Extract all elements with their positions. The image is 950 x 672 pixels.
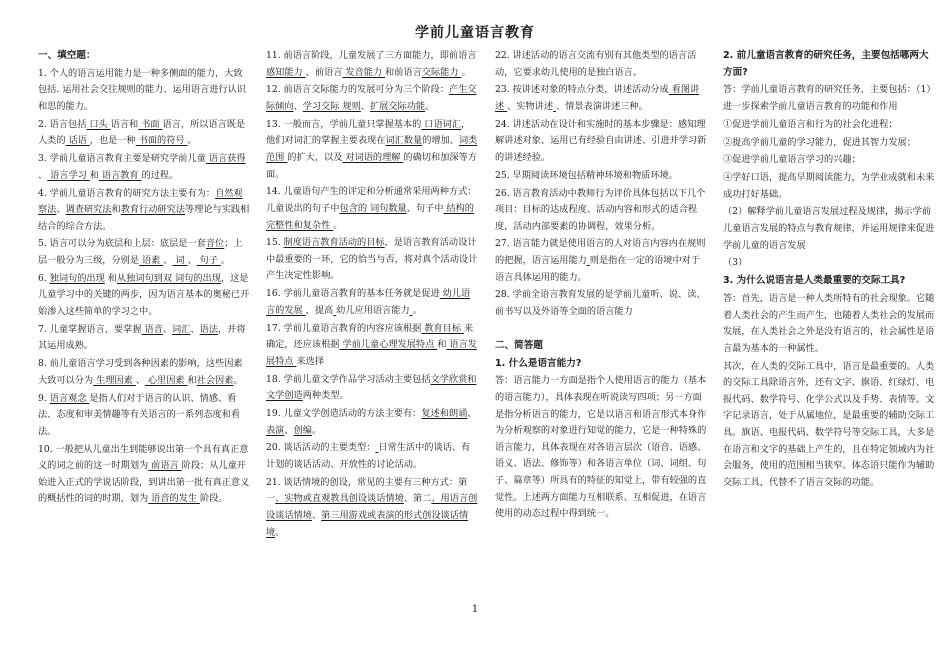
text-run: 是指人们对于语言的认识、情感、看法、态度和审美情趣等有关语言的一系列态度和看法。	[38, 392, 241, 437]
text-run: 14. 儿童语句产生的评定和分析通常采用两种方式：儿童说出的句子中	[266, 186, 477, 214]
paragraph	[495, 117, 707, 167]
underlined-answer: 语素	[139, 255, 164, 267]
text-run: ④学好口语，提高早期阅读能力，为学业成就和未来成功打好基础。	[723, 172, 935, 200]
underlined-answer: 语言获得	[205, 153, 246, 165]
paragraph	[723, 291, 935, 357]
text-run: 、实物讲述	[507, 100, 554, 112]
underlined-answer: 、实物或直观教具创设谈话情境	[275, 493, 404, 505]
paragraph	[38, 322, 250, 355]
text-run: 8. 前儿童语言学习受到各种因素的影响，这些因素大致可以分为	[38, 358, 243, 386]
text-run: 21. 谈话情境的创设，常见的主要有三种方式：第一	[266, 476, 468, 505]
underlined-answer: 产生交际倾向	[266, 84, 477, 112]
paragraph	[723, 82, 935, 115]
text-run: 来选择	[296, 355, 325, 367]
paragraph	[266, 48, 478, 81]
underlined-answer: 口头	[86, 118, 111, 130]
text-run: 语言和	[110, 118, 139, 130]
text-run: 和前语言	[385, 66, 422, 78]
text-run: 答：语言能力一方面是指个人使用语言的能力（基本的语言能力），具体表现在听说读写四项；另一方面是指分析语言的能力，它是以语言和语言形式本身作为分析观察的对象进行知觉的能力，它是一种特殊的语言能力，具体表现在对各语言层次（语音、语感、语义、语法、修饰等）和各语言单位（词、词组、句子、篇章等）所具有的特征的知觉上，带有较强的直觉性。上述两方面能力互相联系、互相促进，在语言使用的动态过程中得到统一。	[495, 375, 707, 520]
underlined-answer: 结构的完整性和复杂性	[266, 202, 474, 231]
paragraph	[266, 372, 478, 405]
text-run: 。	[425, 100, 435, 112]
underlined-answer: 词汇数量	[385, 135, 423, 147]
paragraph	[495, 287, 707, 320]
underlined-answer: 从独词句到双 词句的出现	[116, 272, 221, 284]
text-run: 、	[284, 424, 294, 436]
section-heading: 2. 前儿童语言教育的研究任务，主要包括哪两大方面?	[723, 50, 929, 78]
paragraph	[723, 152, 935, 169]
underlined-answer: 第三用游戏或表演的形式创设谈话情境	[266, 509, 469, 538]
underlined-answer: 语言观念	[49, 392, 90, 404]
text-run: 、	[187, 255, 197, 267]
text-run: 、句子中	[406, 202, 444, 214]
column-1	[38, 48, 250, 509]
underlined-answer: 语音的发生	[148, 493, 201, 505]
underlined-answer: 独词句的出现	[49, 272, 105, 284]
paragraph	[723, 359, 935, 492]
underlined-answer: 教育目标	[421, 322, 464, 334]
paragraph	[38, 151, 250, 184]
text-run: 、	[360, 100, 370, 112]
text-run: 、	[467, 407, 477, 419]
paragraph	[38, 442, 250, 508]
underlined-answer: 复述和朗诵	[421, 407, 468, 419]
section-heading: 3. 为什么说语言是人类最重要的交际工具?	[723, 275, 906, 287]
text-run: 两种类型。	[302, 390, 349, 402]
text-run: 。	[333, 219, 343, 231]
text-run: 16. 学前儿童语言教育的基本任务就是促进	[266, 288, 440, 300]
underlined-answer: 、用语言创设谈话情境	[266, 493, 478, 521]
paragraph	[495, 82, 707, 115]
text-run: 的扩大，以及	[287, 151, 343, 163]
text-run: 、	[38, 169, 48, 181]
underlined-answer: 幼儿语言的发展	[266, 288, 471, 316]
text-run: 、前语言	[305, 66, 343, 78]
underlined-answer: 对词语的理解	[342, 151, 404, 163]
underlined-answer: 话语	[65, 135, 90, 147]
text-run: 、第二	[403, 493, 432, 505]
paragraph	[495, 236, 707, 286]
text-run: ③促进学前儿童语言学习的兴趣；	[723, 154, 861, 166]
text-run: 4. 学前儿童语言教育的研究方法主要有为：	[38, 187, 216, 199]
text-run: 阶段。	[200, 493, 228, 505]
paragraph	[266, 184, 478, 234]
text-run: 24. 讲述活动在设计和实施时的基本步骤是：感知理解讲述对象、运用已有经验自由讲述、引进并学习新的讲述经验。	[495, 118, 707, 163]
paragraph	[266, 286, 478, 319]
text-run: ，是语言教育活动设计中最重要的一环，它的恰当与否，将对真个活动设计产生决定性影响。	[266, 237, 478, 282]
paragraph	[495, 186, 707, 236]
text-run: 。	[233, 374, 243, 386]
underlined-answer: 制度语言教育活动的目标	[283, 237, 385, 249]
underlined-answer: 社会因素	[196, 374, 234, 386]
text-run: 的确切和加深等方面。	[266, 151, 477, 180]
underlined-answer: 调查研究法	[65, 204, 112, 216]
text-run: 语言，所以语言既是人类的	[38, 118, 246, 147]
text-run: 。	[220, 255, 231, 267]
text-run: 26. 语言教育活动中教师行为评价具体包括以下几个项目：目标的达成程度、活动内容和形式的适合程度，活动内部要素的协调程，效果分析。	[495, 187, 706, 232]
text-run: （3）	[723, 257, 748, 269]
column-2	[266, 48, 478, 542]
text-run: 来确定，还应该根据	[266, 322, 474, 351]
underlined-answer: 词汇	[172, 323, 191, 335]
text-run: ；上层一般分为三级，分别是	[38, 238, 243, 267]
text-run: 7. 儿童掌握语言，要掌握	[38, 323, 142, 335]
text-run: 、	[163, 255, 173, 267]
underlined-answer: 包含的 词句数量	[339, 202, 407, 214]
text-run: 答：首先，语言是一种人类所特有的社会现象。它随着人类社会的产生而产生，也随着人类社会的发展而发展，在人类社会之外是没有语言的，社会属性是语言最为基本的一种属性。	[723, 293, 935, 354]
paragraph	[38, 66, 250, 116]
text-run: 5. 语言可以分为底层和上层：底层是一套	[38, 238, 206, 250]
text-run: ，并将其运用成熟。	[38, 323, 246, 352]
text-run: 、	[56, 204, 66, 216]
column-4	[723, 48, 935, 493]
underlined-answer: 前语言	[148, 460, 182, 472]
text-run: 则是指在一定的语境中对于语言具体运用的能力。	[495, 255, 701, 283]
section-heading: 二、简答题	[495, 339, 543, 351]
paragraph	[38, 356, 250, 389]
text-run: 、	[311, 509, 322, 521]
paragraph	[266, 475, 478, 541]
text-run: 和	[89, 169, 99, 181]
text-run: ，这是儿童学习中的关键的两步，因为语言基本的奥秘已开始渗入这些简单的学习之中。	[38, 272, 250, 318]
paragraph	[266, 235, 478, 285]
paragraph	[723, 117, 935, 134]
underlined-answer: 文学欣赏和文学创造	[266, 373, 477, 402]
text-run: 6.	[38, 272, 50, 284]
text-run: 答：学前儿童语言教育的研究任务，主要包括：（1）进一步探索学前儿童语言教育的功能和作用	[723, 84, 931, 112]
section-heading: 一、填空题：	[38, 50, 96, 61]
underlined-answer: 语音	[141, 323, 163, 335]
text-run: 、情景表演讲述三种。	[555, 100, 648, 112]
page-title: 学前儿童语言教育	[415, 25, 535, 41]
column-3	[495, 48, 707, 524]
paragraph	[723, 204, 935, 254]
paragraph	[495, 373, 707, 522]
text-run: 日常生活中的谈话、有计划的谈话活动、开放性的讨论活动。	[266, 442, 471, 470]
underlined-answer: 词	[172, 255, 188, 267]
text-run: 27. 语言能力就是使用语言的人对语言内容内在规则的把握，语言运用能力	[495, 238, 706, 267]
underlined-answer: 心里因素	[144, 374, 188, 386]
text-run: 。	[275, 526, 285, 538]
underlined-answer: 交际能力	[421, 66, 462, 78]
text-run: 1. 个人的语言运用能力是一种多侧面的能力，大致包括. 运用社会交往规则的能力、运用语言进行认识和思的能力。	[38, 67, 246, 112]
text-run: 。	[461, 66, 471, 78]
text-run: 和	[104, 272, 117, 284]
text-run: 。	[311, 424, 322, 436]
text-run: 的过程。	[141, 169, 179, 181]
underlined-answer: 学习交际 规则	[302, 100, 361, 112]
text-run: 。	[187, 135, 197, 147]
underlined-answer: 看图讲述	[495, 84, 700, 112]
text-run: 幼儿应用语言能力	[336, 304, 410, 316]
text-run: 9.	[38, 392, 50, 404]
spacer	[495, 322, 707, 338]
text-run: ，提高	[305, 304, 334, 316]
text-run: 和	[111, 204, 121, 216]
text-run: 2. 语言包括	[38, 118, 87, 130]
paragraph	[266, 117, 478, 183]
text-run: 22. 讲述活动的语言交流有别有其他类型的语言活动，它要求幼儿使用的是独白语言。	[495, 50, 697, 78]
underlined-answer: 书面的符号	[135, 135, 188, 147]
underlined-answer: 自然观察法	[38, 187, 243, 216]
paragraph	[495, 168, 707, 185]
text-run: ②提高学前儿童的学习能力，促进其智力发展；	[723, 136, 916, 148]
text-run: 11. 前语言阶段，儿童发展了三方面能力，即前语言	[266, 50, 477, 61]
text-run: 10. 一般把从儿童出生到能够说出第一个具有真正意义的词之前的这一时期划为	[38, 443, 249, 472]
text-run: 的增加、	[422, 135, 459, 147]
text-run: ，也是一种	[89, 135, 136, 147]
paragraph	[266, 440, 478, 473]
underlined-answer: 语言教育	[98, 169, 142, 181]
paragraph	[495, 48, 707, 81]
underlined-answer: 口语词汇	[421, 118, 462, 130]
underlined-answer: 音位	[205, 238, 225, 250]
paragraph	[38, 391, 250, 441]
text-run: 。	[412, 304, 422, 316]
underlined-answer: 语言发展特点	[266, 339, 477, 367]
text-run: 28. 学前全语言教育发展的是学前儿童听、说、读、前书写以及外语等全面的语言能力	[495, 289, 706, 318]
text-run: 、	[293, 100, 303, 112]
underlined-answer: 学前儿童心理发展特点	[339, 339, 438, 351]
page-number: 1	[471, 604, 479, 615]
text-run: 19. 儿童文学创造活动的方法主要有：	[266, 407, 422, 419]
paragraph	[38, 236, 250, 269]
text-run: 15.	[266, 237, 284, 249]
underlined-answer: 书面	[138, 118, 163, 130]
underlined-answer: 语法	[199, 323, 218, 335]
text-run: 13. 一般而言，学前儿童只掌握基本的	[266, 118, 422, 130]
underlined-answer: 词类范围	[266, 135, 478, 163]
text-run: 和	[187, 374, 197, 386]
text-run: 23. 按讲述对象的特点分类，讲述活动分成	[495, 84, 669, 96]
text-run: 18. 学前儿童文学作品学习活动主要包括	[266, 373, 431, 385]
text-run: 20. 谈话活动的主要类型：	[266, 442, 376, 454]
text-run: 、	[190, 323, 200, 335]
text-run: 17. 学前儿童语言教育的内容应该根据	[266, 322, 422, 334]
underlined-answer: 教育行动研究法	[120, 204, 185, 216]
text-run: 、	[162, 323, 173, 335]
text-run: ，他们对词汇的掌握主要表现在	[266, 118, 471, 147]
underlined-answer: 生理因素	[93, 374, 136, 386]
text-run: 、	[135, 374, 145, 386]
paragraph	[266, 82, 478, 115]
paragraph	[723, 170, 935, 203]
text-run: 25. 早期阅读环境包括精神环境和物质环境。	[495, 169, 678, 181]
text-run: （2）解释学前儿童语言发展过程及规律，揭示学前儿童语言发展的特点与教育规律，并运用规律来促进学前儿童的语言发展	[723, 206, 935, 251]
underlined-answer: 表演	[266, 424, 285, 436]
text-run: 12. 前语言交际能力的发展可分为三个阶段：	[266, 84, 449, 96]
section-heading: 1. 什么是语言能力?	[495, 357, 582, 369]
underlined-answer: 感知能力	[266, 66, 306, 78]
text-run: 阶段；从儿童开始进入正式的学说话阶段，到讲出第一批有真正意义的概括性的词的时期，划为	[38, 460, 250, 505]
paragraph	[266, 321, 478, 371]
text-run: 等理论与实践相结合的综合方法。	[38, 204, 250, 232]
paragraph	[38, 271, 250, 321]
underlined-answer: 扩展交际功能	[369, 100, 426, 112]
paragraph	[38, 186, 250, 236]
underlined-answer: 创编	[293, 424, 312, 436]
text-run: ①促进学前儿童语言和行为的社会化进程；	[723, 118, 898, 130]
paragraph	[723, 255, 935, 272]
text-run: 其次，在人类的交际工具中，语言是最重要的。人类的交际工具除语言外，还有文字、旗语、红绿灯、电报代码、数学符号、化学公式以及手势、表情等。文字记录语言，处于从属地位，是最重要的辅助交际工具。旗语、电报代码、数学符号等交际工具，大多是在语言和文字的基础上产生的，且在特定领域内为社会服务，使用的范围相当狭窄。体态语只能作为辅助交际工具，代替不了语言交际的功能。	[723, 360, 935, 488]
text-run: 和	[437, 339, 447, 351]
paragraph	[723, 135, 935, 152]
underlined-answer: 发音能力	[342, 66, 386, 78]
underlined-answer: 句子	[196, 255, 221, 267]
underlined-answer: 语言学习	[47, 169, 90, 181]
text-run: 3. 学前儿童语言教育主要是研究学前儿童	[38, 153, 206, 165]
paragraph	[266, 406, 478, 439]
paragraph	[38, 117, 250, 150]
